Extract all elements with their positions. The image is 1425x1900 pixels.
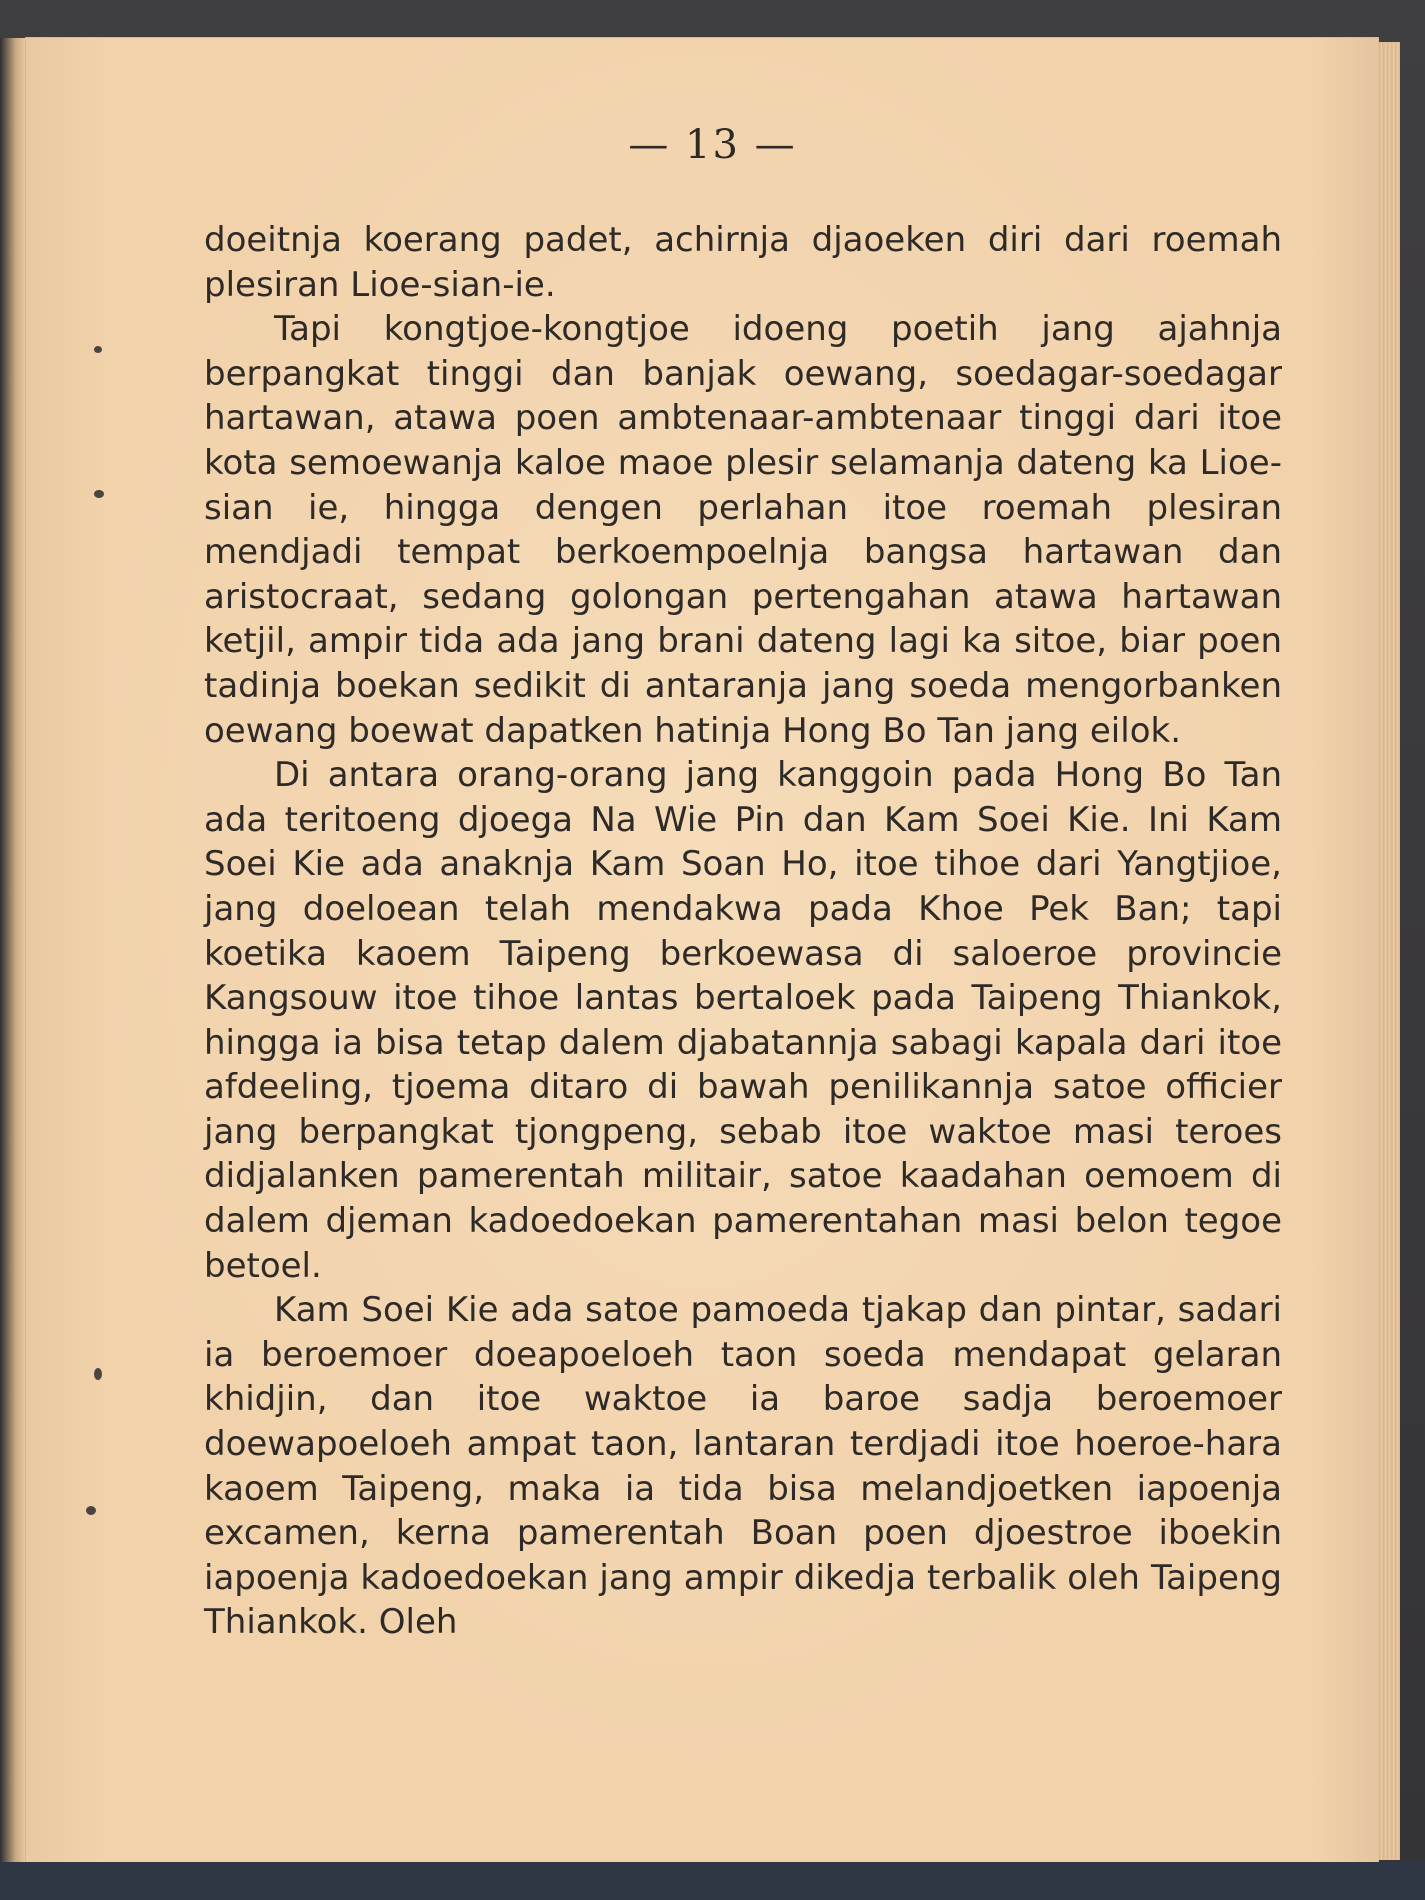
page-number: — 13 — xyxy=(628,122,797,168)
paragraph: doeitnja koerang padet, achirnja djaoeken diri dari roemah plesiran Lioe-sian-ie. xyxy=(204,220,1282,305)
ink-speck xyxy=(94,346,102,353)
scan-background-strip xyxy=(0,1862,1425,1900)
paragraph: Di antara orang-orang jang kanggoin pada Hong Bo Tan ada teritoeng djoega Na Wie Pin dan Kam Soei Kie. Ini Kam Soei Kie ada anaknja Kam Soan Ho, itoe tihoe dari Yangtjioe, jang doeloean telah mendakwa pada Khoe Pek Ban; tapi koetika kaoem Taipeng berkoewasa di saloeroe provincie Kangsouw itoe tihoe lantas bertaloek pada Taipeng Thiankok, hingga ia bisa tetap dalem djabatannja sabagi kapala dari itoe afdeeling, tjoema ditaro di bawah penilikannja satoe officier jang berpangkat tjongpeng, sebab itoe waktoe masi teroes didjalanken pamerentah militair, satoe kaadahan oemoem di dalem djeman kadoedoekan pamerentahan masi belon tegoe betoel. xyxy=(204,755,1282,1286)
book-spine xyxy=(0,38,26,1866)
ink-speck xyxy=(86,1506,96,1515)
ink-speck xyxy=(94,1368,102,1380)
paragraph: Kam Soei Kie ada satoe pamoeda tjakap dan pintar, sadari ia beroemoer doeapoeloeh taon soeda mendapat gelaran khidjin, dan itoe waktoe ia baroe sadja beroemoer doewapoeloeh ampat taon, lantaran terdjadi itoe hoeroe-hara kaoem Taipeng, maka ia tida bisa melandjoetken iapoenja excamen, kerna pamerentah Boan poen djoestroe iboekin iapoenja kadoedoekan jang ampir dikedja terbalik oleh Taipeng Thiankok. Oleh xyxy=(204,1290,1282,1643)
body-text xyxy=(204,218,1282,1645)
page-edges xyxy=(1378,42,1400,1860)
ink-speck xyxy=(94,490,104,498)
paragraph: Tapi kongtjoe-kongtjoe idoeng poetih jang ajahnja berpangkat tinggi dan banjak oewang, soedagar-soedagar hartawan, atawa poen ambtenaar-ambtenaar tinggi dari itoe kota semoewanja kaloe maoe plesir selamanja dateng ka Lioe-sian ie, hingga dengen perlahan itoe roemah plesiran mendjadi tempat berkoempoelnja bangsa hartawan dan aristocraat, sedang golongan pertengahan atawa hartawan ketjil, ampir tida ada jang brani dateng lagi ka sitoe, biar poen tadinja boekan sedikit di antaranja jang soeda mengorbanken oewang boewat dapatken hatinja Hong Bo Tan jang eilok. xyxy=(204,309,1282,751)
